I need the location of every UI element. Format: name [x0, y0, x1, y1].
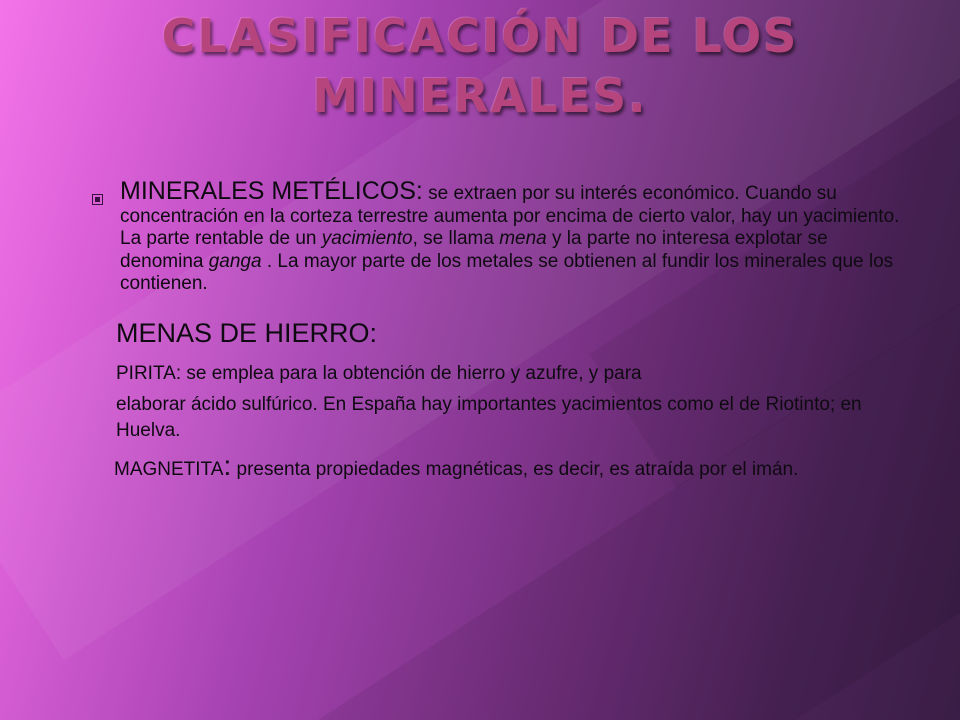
title-line-2: MINERALES. — [312, 69, 648, 123]
bullet-paragraph — [120, 177, 910, 296]
pirita-text-2: elaborar ácido sulfúrico. En España hay importantes yacimientos como el de Riotinto; en Huelva. — [116, 393, 862, 441]
slide-title — [140, 6, 820, 126]
bullet-text: , se llama — [412, 228, 500, 249]
pirita-name: PIRITA: — [116, 362, 182, 384]
bullet-text: se extraen por su interés económico. Cuando su concentración en la corteza terrestre aumenta por encima de cierto valor, hay un yacimiento. La parte rentable de un — [120, 183, 900, 249]
term-mena: mena — [499, 228, 547, 249]
pirita-text-1: se emplea para la obtención de hierro y azufre, y para — [181, 362, 642, 384]
magnetita-colon: : — [223, 449, 232, 481]
magnetita-name: MAGNETITA — [114, 458, 224, 480]
bullet-text: . La mayor parte de los metales se obtienen al fundir los minerales que los contienen. — [120, 250, 894, 294]
slide-content — [92, 177, 912, 488]
bullet-item — [92, 177, 912, 296]
bullet-heading: MINERALES METÉLICOS: — [120, 177, 423, 205]
subheading-menas-de-hierro: MENAS DE HIERRO: — [116, 317, 378, 348]
pirita-paragraph — [116, 355, 906, 444]
magnetita-paragraph — [114, 448, 904, 488]
magnetita-text: presenta propiedades magnéticas, es decir, es atraída por el imán. — [231, 458, 799, 480]
term-ganga: ganga — [208, 250, 262, 272]
bullet-text: y la parte no interesa explotar se denomina — [120, 228, 828, 272]
square-bullet-icon — [92, 194, 103, 205]
title-line-1: CLASIFICACIÓN DE LOS — [161, 9, 799, 63]
term-yacimiento: yacimiento — [321, 228, 413, 249]
